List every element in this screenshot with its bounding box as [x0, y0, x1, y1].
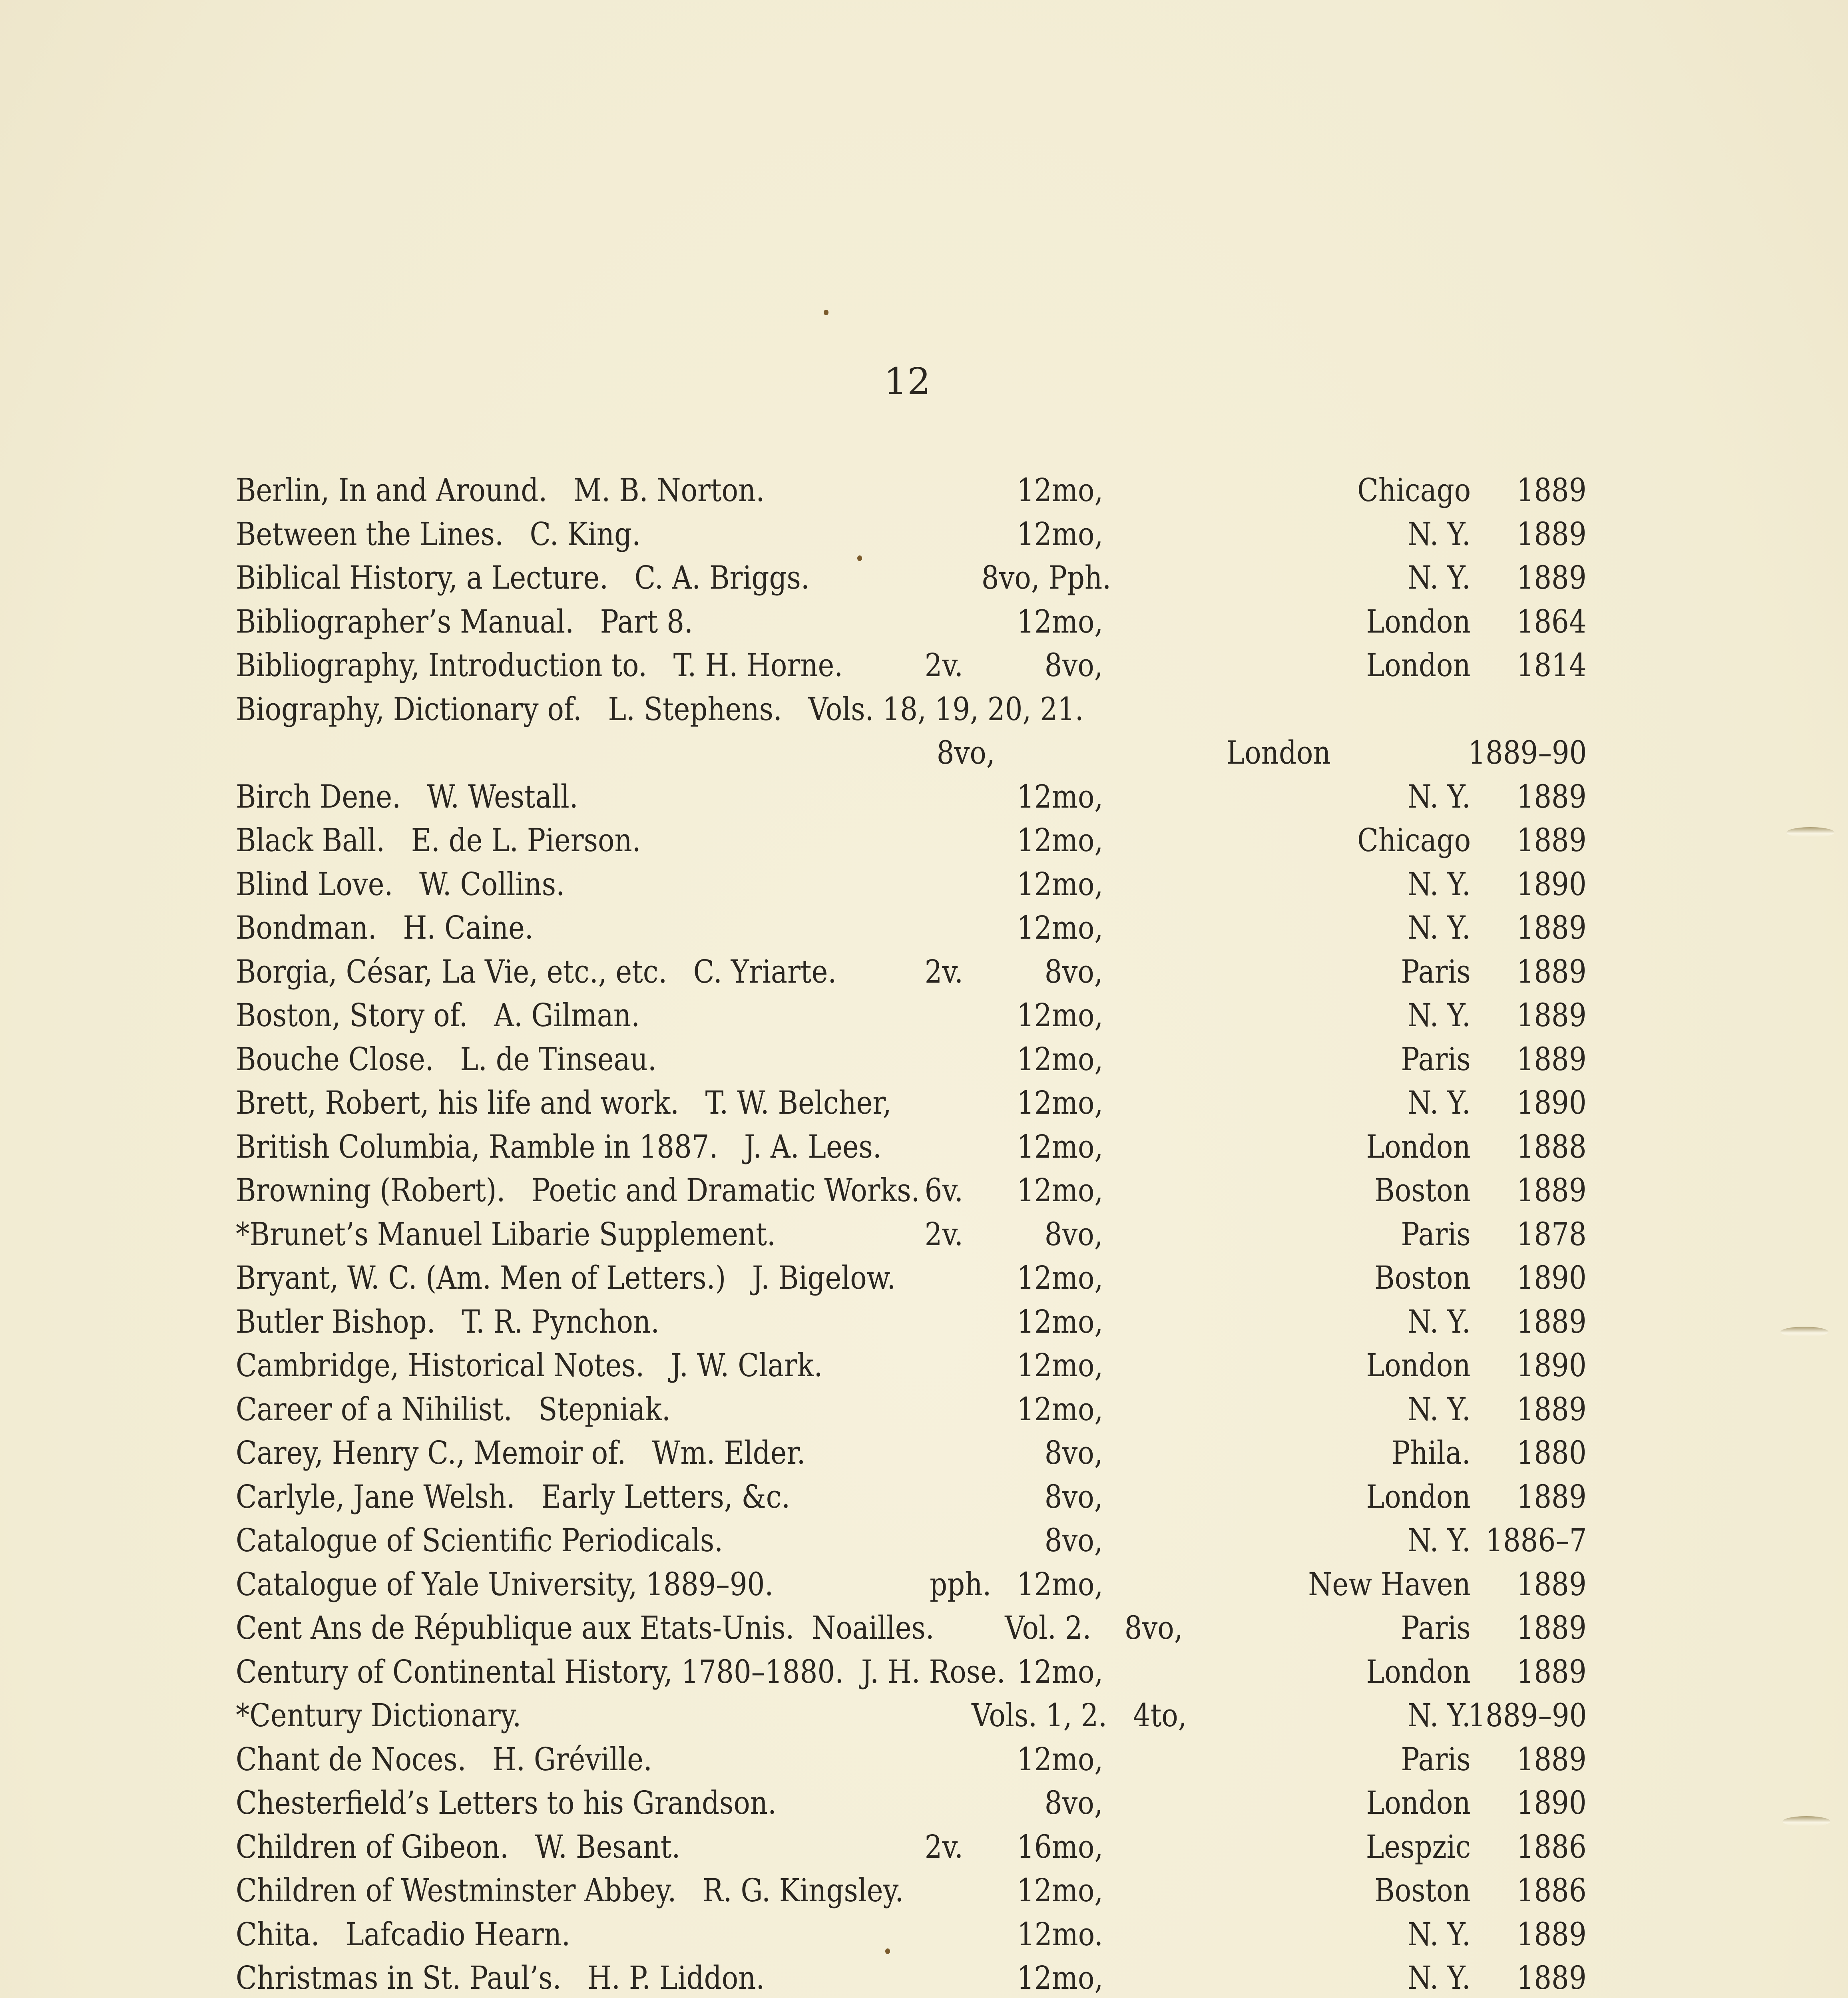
entry-format: 8vo,: [1125, 1609, 1183, 1646]
entry-year: 1886: [1516, 1872, 1587, 1909]
entry-place: N. Y.: [1408, 909, 1471, 946]
entry-title: *Brunet’s Manuel Libarie Supplement.: [236, 1215, 776, 1253]
entry-volumes: 2v.: [924, 953, 963, 990]
entry-year: 1889: [1516, 953, 1587, 990]
entry-title: Berlin, In and Around. M. B. Norton.: [236, 472, 765, 509]
entry-title: Carey, Henry C., Memoir of. Wm. Elder.: [236, 1434, 806, 1471]
entry-place: London: [1366, 1784, 1471, 1821]
catalogue-entry: [236, 731, 1587, 775]
entry-title: *Century Dictionary.: [236, 1697, 522, 1734]
entry-year: 1889: [1516, 472, 1587, 509]
entry-title: Bondman. H. Caine.: [236, 909, 534, 946]
catalogue-entry: [236, 1125, 1587, 1169]
entry-title: Catalogue of Scientific Periodicals.: [236, 1522, 723, 1559]
entry-place: Boston: [1374, 1872, 1471, 1909]
entry-format: 4to,: [1133, 1697, 1187, 1734]
entry-place: London: [1366, 647, 1471, 684]
entry-year: 1878: [1516, 1215, 1587, 1253]
entry-place: London: [1366, 1478, 1471, 1515]
entry-title: Birch Dene. W. Westall.: [236, 778, 578, 815]
entry-year: 1889: [1516, 515, 1587, 553]
entry-year: 1886: [1516, 1828, 1587, 1865]
catalogue-entry: [236, 687, 1587, 731]
catalogue-entry: [236, 1475, 1587, 1519]
entry-title: British Columbia, Ramble in 1887. J. A. Lees.: [236, 1128, 882, 1165]
entry-title: Biblical History, a Lecture. C. A. Briggs.: [236, 559, 810, 596]
entry-title: Catalogue of Yale University, 1889–90.: [236, 1565, 774, 1603]
entry-year: 1889: [1516, 1478, 1587, 1515]
entry-format: 12mo,: [1016, 1653, 1103, 1690]
catalogue-entry: [236, 1518, 1587, 1562]
catalogue-entry: [236, 556, 1587, 600]
entry-title: Blind Love. W. Collins.: [236, 865, 565, 903]
ink-speck: [824, 310, 828, 315]
entry-year: 1889: [1516, 822, 1587, 859]
catalogue-entry: [236, 1650, 1587, 1694]
catalogue-entry: [236, 1387, 1587, 1431]
entry-year: 1880: [1516, 1434, 1587, 1471]
catalogue-entry: [236, 512, 1587, 556]
catalogue-entry: [236, 1912, 1587, 1956]
ink-speck: [857, 555, 862, 561]
catalogue-entry-list: [236, 468, 1587, 1998]
catalogue-entry: [236, 1300, 1587, 1344]
entry-format: 8vo,: [1045, 1478, 1103, 1515]
entry-volumes: pph.: [929, 1565, 991, 1603]
catalogue-entry: [236, 600, 1587, 644]
entry-year: 1890: [1516, 1784, 1587, 1821]
entry-format: 12mo,: [1016, 515, 1103, 553]
entry-format: 12mo,: [1016, 1959, 1103, 1996]
entry-year: 1864: [1516, 603, 1587, 640]
entry-title: Between the Lines. C. King.: [236, 515, 641, 553]
entry-year: 1888: [1516, 1128, 1587, 1165]
entry-format: 8vo, Pph.: [981, 559, 1111, 596]
entry-year: 1889–90: [1468, 1697, 1587, 1734]
catalogue-entry: [236, 1606, 1587, 1650]
entry-format: 12mo,: [1016, 778, 1103, 815]
catalogue-entry: [236, 1343, 1587, 1387]
entry-year: 1889: [1516, 1653, 1587, 1690]
catalogue-entry: [236, 1081, 1587, 1125]
entry-volumes: 6v.: [924, 1172, 963, 1209]
entry-format: 12mo,: [1016, 1347, 1103, 1384]
catalogue-entry: [236, 950, 1587, 994]
entry-place: London: [1366, 1347, 1471, 1384]
catalogue-entry: [236, 906, 1587, 950]
entry-year: 1889: [1516, 1915, 1587, 1953]
entry-place: Chicago: [1357, 472, 1471, 509]
entry-title: Butler Bishop. T. R. Pynchon.: [236, 1303, 660, 1340]
entry-year: 1890: [1516, 1259, 1587, 1296]
entry-format: 8vo,: [1045, 647, 1103, 684]
entry-title: Children of Westminster Abbey. R. G. Kingsley.: [236, 1872, 904, 1909]
paper-blemish: [1786, 827, 1834, 838]
entry-format: 12mo,: [1016, 603, 1103, 640]
entry-title: Black Ball. E. de L. Pierson.: [236, 822, 641, 859]
entry-place: Boston: [1374, 1259, 1471, 1296]
entry-format: 12mo,: [1016, 1084, 1103, 1121]
entry-place: Paris: [1401, 953, 1471, 990]
entry-year: 1889: [1516, 1565, 1587, 1603]
entry-title: Chant de Noces. H. Gréville.: [236, 1740, 652, 1778]
entry-title: Borgia, César, La Vie, etc., etc. C. Yriarte.: [236, 953, 837, 990]
entry-place: N. Y.: [1408, 1697, 1471, 1734]
entry-title: Career of a Nihilist. Stepniak.: [236, 1390, 671, 1428]
entry-place: N. Y.: [1408, 1390, 1471, 1428]
catalogue-entry: [236, 1956, 1587, 1998]
entry-title: Boston, Story of. A. Gilman.: [236, 997, 640, 1034]
catalogue-entry: [236, 818, 1587, 862]
paper-blemish: [1782, 1816, 1830, 1827]
entry-format: 16mo,: [1016, 1828, 1103, 1865]
entry-year: 1890: [1516, 865, 1587, 903]
entry-volumes: 2v.: [924, 1215, 963, 1253]
entry-volumes: 2v.: [924, 647, 963, 684]
entry-year: 1890: [1516, 1084, 1587, 1121]
entry-format: 8vo,: [1045, 1784, 1103, 1821]
entry-title: Chesterfield’s Letters to his Grandson.: [236, 1784, 777, 1821]
entry-place: New Haven: [1308, 1565, 1471, 1603]
entry-format: 12mo,: [1016, 1390, 1103, 1428]
catalogue-entry: [236, 468, 1587, 512]
entry-place: N. Y.: [1408, 1522, 1471, 1559]
entry-year: 1889: [1516, 1040, 1587, 1078]
entry-year: 1886–7: [1485, 1522, 1587, 1559]
entry-format: 12mo,: [1016, 1259, 1103, 1296]
entry-year: 1814: [1516, 647, 1587, 684]
entry-format: 12mo,: [1016, 1872, 1103, 1909]
catalogue-entry: [236, 1825, 1587, 1869]
entry-year: 1889: [1516, 559, 1587, 596]
catalogue-entry: [236, 1168, 1587, 1212]
entry-title: Bryant, W. C. (Am. Men of Letters.) J. Bigelow.: [236, 1259, 896, 1296]
entry-format: 12mo,: [1016, 472, 1103, 509]
entry-place: N. Y.: [1408, 1915, 1471, 1953]
entry-place: London: [1366, 603, 1471, 640]
entry-format: 12mo,: [1016, 1172, 1103, 1209]
catalogue-entry: [236, 643, 1587, 687]
entry-place: London: [1366, 1653, 1471, 1690]
entry-title: Children of Gibeon. W. Besant.: [236, 1828, 681, 1865]
entry-place: N. Y.: [1408, 515, 1471, 553]
entry-place: Lespzic: [1366, 1828, 1471, 1865]
entry-format: 8vo,: [1045, 1434, 1103, 1471]
entry-format: 12mo,: [1016, 997, 1103, 1034]
entry-place: N. Y.: [1408, 1959, 1471, 1996]
entry-year: 1889–90: [1468, 734, 1587, 771]
entry-year: 1889: [1516, 1959, 1587, 1996]
entry-place: N. Y.: [1408, 997, 1471, 1034]
entry-format: 8vo,: [1045, 1522, 1103, 1559]
entry-place: London: [1366, 1128, 1471, 1165]
entry-format: 12mo,: [1016, 1128, 1103, 1165]
catalogue-entry: [236, 1737, 1587, 1781]
entry-year: 1889: [1516, 1740, 1587, 1778]
entry-year: 1889: [1516, 1390, 1587, 1428]
entry-format: 12mo.: [1017, 1915, 1103, 1953]
entry-place: N. Y.: [1408, 1084, 1471, 1121]
entry-format: 8vo,: [1045, 953, 1103, 990]
entry-format: 8vo,: [1045, 1215, 1103, 1253]
entry-title: Cambridge, Historical Notes. J. W. Clark.: [236, 1347, 823, 1384]
entry-title: Century of Continental History, 1780–1880. J. H. Rose.: [236, 1653, 1006, 1690]
entry-title: Browning (Robert). Poetic and Dramatic Works.: [236, 1172, 920, 1209]
entry-title: Carlyle, Jane Welsh. Early Letters, &c.: [236, 1478, 791, 1515]
entry-place: N. Y.: [1408, 865, 1471, 903]
entry-format: 12mo,: [1016, 1040, 1103, 1078]
entry-format: 12mo,: [1016, 1565, 1103, 1603]
entry-title: Brett, Robert, his life and work. T. W. Belcher,: [236, 1084, 892, 1121]
entry-place: Phila.: [1392, 1434, 1471, 1471]
entry-title: Bibliography, Introduction to. T. H. Horne.: [236, 647, 843, 684]
catalogue-entry: [236, 1256, 1587, 1300]
entry-format: 12mo,: [1016, 909, 1103, 946]
catalogue-entry: [236, 862, 1587, 906]
catalogue-entry: [236, 775, 1587, 819]
catalogue-entry: [236, 1781, 1587, 1825]
entry-year: 1890: [1516, 1347, 1587, 1384]
entry-format: 8vo,: [937, 734, 995, 771]
catalogue-entry: [236, 1694, 1587, 1737]
entry-place: Paris: [1401, 1609, 1471, 1646]
entry-format: 12mo,: [1016, 1740, 1103, 1778]
entry-title: Biography, Dictionary of. L. Stephens. Vols. 18, 19, 20, 21.: [236, 690, 1084, 728]
entry-title: Bibliographer’s Manual. Part 8.: [236, 603, 693, 640]
catalogue-entry: [236, 1869, 1587, 1912]
entry-format: 12mo,: [1016, 865, 1103, 903]
entry-format: 12mo,: [1016, 1303, 1103, 1340]
page-number: 12: [884, 360, 931, 403]
entry-place: Paris: [1401, 1740, 1471, 1778]
entry-year: 1889: [1516, 778, 1587, 815]
entry-place: N. Y.: [1408, 778, 1471, 815]
entry-title: Chita. Lafcadio Hearn.: [236, 1915, 570, 1953]
entry-place: N. Y.: [1408, 1303, 1471, 1340]
entry-volumes: Vol. 2.: [1004, 1609, 1091, 1646]
entry-volumes: Vols. 1, 2.: [971, 1697, 1107, 1734]
entry-title: Bouche Close. L. de Tinseau.: [236, 1040, 657, 1078]
entry-year: 1889: [1516, 1303, 1587, 1340]
entry-year: 1889: [1516, 1172, 1587, 1209]
entry-place: Paris: [1401, 1215, 1471, 1253]
entry-place: London: [1226, 734, 1331, 771]
catalogue-entry: [236, 1562, 1587, 1606]
entry-year: 1889: [1516, 997, 1587, 1034]
entry-title: Cent Ans de République aux Etats-Unis. Noailles.: [236, 1609, 934, 1646]
catalogue-entry: [236, 1212, 1587, 1256]
entry-format: 12mo,: [1016, 822, 1103, 859]
paper-blemish: [1780, 1327, 1828, 1337]
catalogue-entry: [236, 1037, 1587, 1081]
entry-place: Boston: [1374, 1172, 1471, 1209]
entry-title: Christmas in St. Paul’s. H. P. Liddon.: [236, 1959, 765, 1996]
entry-place: N. Y.: [1408, 559, 1471, 596]
entry-year: 1889: [1516, 909, 1587, 946]
ink-speck: [885, 1948, 890, 1954]
entry-place: Chicago: [1357, 822, 1471, 859]
catalogue-entry: [236, 993, 1587, 1037]
entry-volumes: 2v.: [924, 1828, 963, 1865]
entry-year: 1889: [1516, 1609, 1587, 1646]
catalogue-entry: [236, 1431, 1587, 1475]
entry-place: Paris: [1401, 1040, 1471, 1078]
